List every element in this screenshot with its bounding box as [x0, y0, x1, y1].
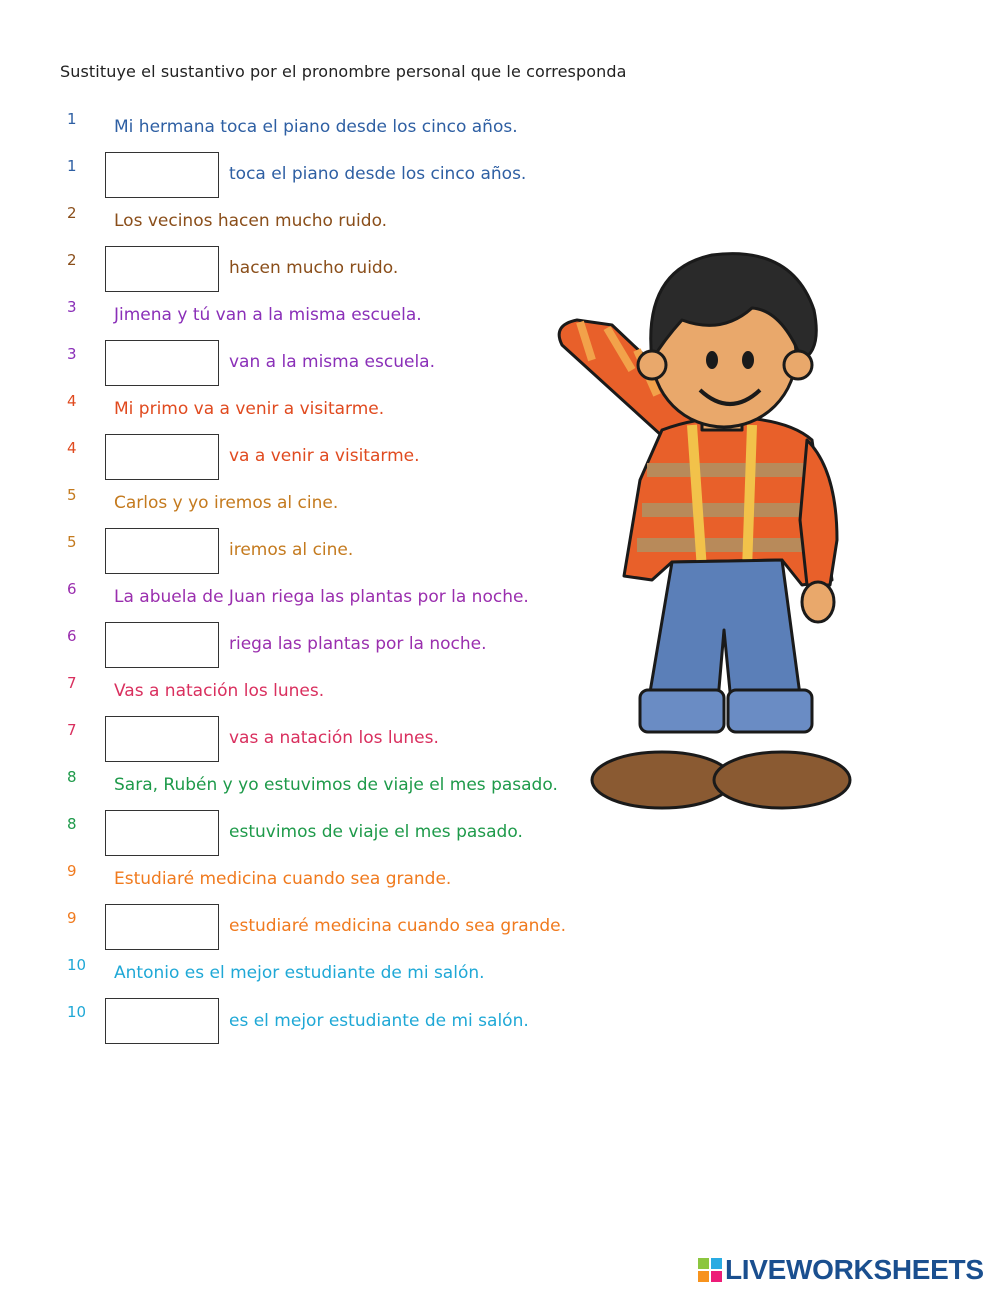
sentence-fragment: estuvimos de viaje el mes pasado. — [229, 822, 523, 842]
item-number: 2 — [67, 204, 77, 222]
liveworksheets-logo — [697, 1253, 984, 1287]
pronoun-answer-field[interactable] — [105, 622, 219, 668]
original-sentence: Vas a natación los lunes. — [114, 681, 325, 701]
waving-boy-illustration — [552, 240, 852, 820]
sentence-fragment: toca el piano desde los cinco años. — [229, 164, 527, 184]
sentence-fragment: van a la misma escuela. — [229, 352, 435, 372]
item-number: 4 — [67, 392, 77, 410]
item-number: 3 — [67, 298, 77, 316]
instructions: Sustituye el sustantivo por el pronombre personal que le corresponda — [60, 62, 627, 81]
pronoun-answer-field[interactable] — [105, 716, 219, 762]
item-number: 9 — [67, 862, 77, 880]
pronoun-answer-field[interactable] — [105, 434, 219, 480]
original-sentence: Antonio es el mejor estudiante de mi salón. — [114, 963, 485, 983]
pronoun-answer-field[interactable] — [105, 246, 219, 292]
item-number: 8 — [67, 768, 77, 786]
original-sentence: Estudiaré medicina cuando sea grande. — [114, 869, 452, 889]
item-number: 1 — [67, 157, 77, 175]
item-number: 5 — [67, 486, 77, 504]
item-number: 7 — [67, 674, 77, 692]
item-number: 5 — [67, 533, 77, 551]
pronoun-answer-field[interactable] — [105, 904, 219, 950]
liveworksheets-logo-icon — [697, 1256, 723, 1284]
original-sentence: Jimena y tú van a la misma escuela. — [114, 305, 422, 325]
original-sentence: Carlos y yo iremos al cine. — [114, 493, 339, 513]
pronoun-answer-field[interactable] — [105, 152, 219, 198]
original-sentence: Sara, Rubén y yo estuvimos de viaje el mes pasado. — [114, 775, 558, 795]
sentence-fragment: iremos al cine. — [229, 540, 354, 560]
item-number: 10 — [67, 1003, 87, 1021]
original-sentence: Mi primo va a venir a visitarme. — [114, 399, 385, 419]
item-number: 2 — [67, 251, 77, 269]
item-number: 6 — [67, 627, 77, 645]
original-sentence: Mi hermana toca el piano desde los cinco años. — [114, 117, 518, 137]
original-sentence: La abuela de Juan riega las plantas por la noche. — [114, 587, 529, 607]
pronoun-answer-field[interactable] — [105, 810, 219, 856]
pronoun-answer-field[interactable] — [105, 998, 219, 1044]
item-number: 1 — [67, 110, 77, 128]
item-number: 8 — [67, 815, 77, 833]
logo-text: LIVEWORKSHEETS — [725, 1254, 984, 1285]
item-number: 4 — [67, 439, 77, 457]
original-sentence: Los vecinos hacen mucho ruido. — [114, 211, 388, 231]
sentence-fragment: va a venir a visitarme. — [229, 446, 420, 466]
item-number: 7 — [67, 721, 77, 739]
sentence-fragment: vas a natación los lunes. — [229, 728, 439, 748]
item-number: 9 — [67, 909, 77, 927]
sentence-fragment: riega las plantas por la noche. — [229, 634, 487, 654]
item-number: 10 — [67, 956, 87, 974]
pronoun-answer-field[interactable] — [105, 340, 219, 386]
item-number: 3 — [67, 345, 77, 363]
sentence-fragment: es el mejor estudiante de mi salón. — [229, 1011, 529, 1031]
pronoun-answer-field[interactable] — [105, 528, 219, 574]
sentence-fragment: estudiaré medicina cuando sea grande. — [229, 916, 567, 936]
item-number: 6 — [67, 580, 77, 598]
sentence-fragment: hacen mucho ruido. — [229, 258, 399, 278]
